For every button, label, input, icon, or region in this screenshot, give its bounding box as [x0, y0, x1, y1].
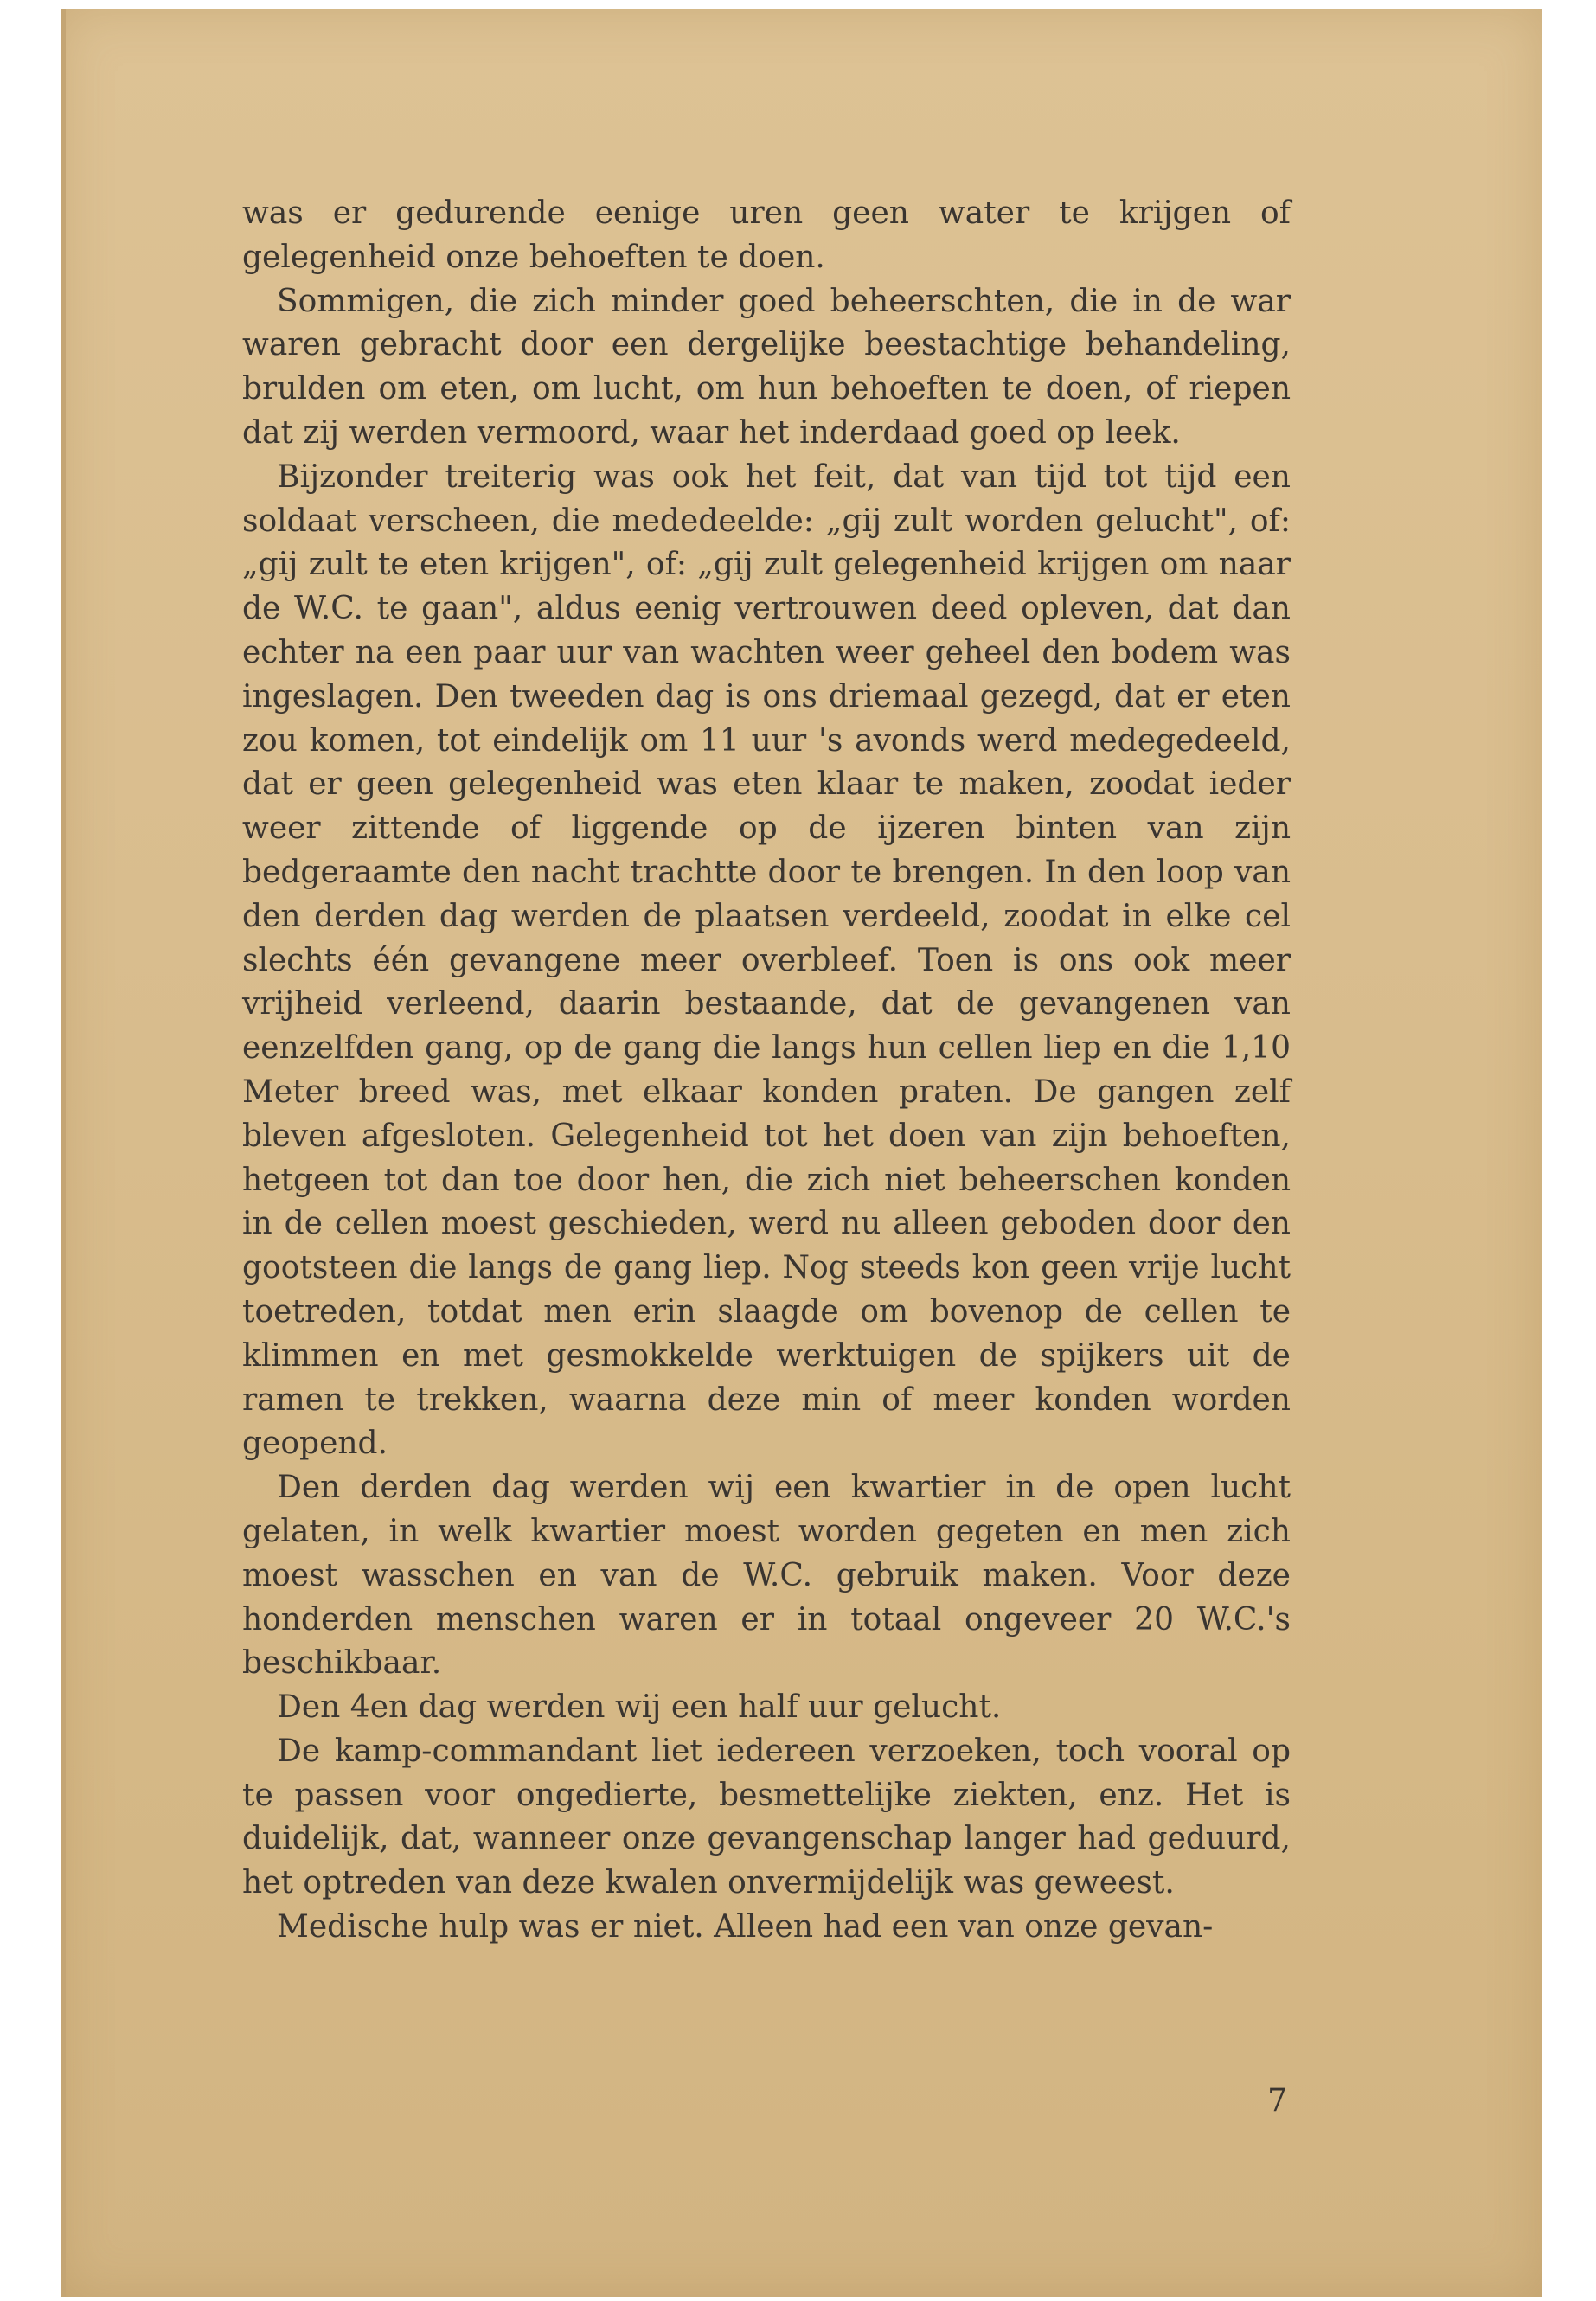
- paragraph: De kamp-commandant liet iedereen verzoeken, toch vooral op te passen voor ongedierte, besmettelijke ziekten, enz. Het is duidelijk, dat, wanneer onze gevangenschap langer had geduurd, het optreden van deze kwalen onvermijdelijk was geweest.: [242, 1733, 1291, 1901]
- paragraph: Sommigen, die zich minder goed beheerschten, die in de war waren gebracht door een dergelijke beestachtige behandeling, brulden om eten, om lucht, om hun behoeften te doen, of riepen dat zij werden vermoord, waar het inderdaad goed op leek.: [242, 283, 1291, 451]
- page-edge: [61, 9, 66, 2297]
- page-body: [242, 192, 1291, 1950]
- paragraph-continued: was er gedurende eenige uren geen water te krijgen of gelegenheid onze behoeften te doen.: [242, 195, 1291, 275]
- paragraph: Medische hulp was er niet. Alleen had een van onze gevan-: [277, 1909, 1214, 1945]
- paragraph: Den 4en dag werden wij een half uur gelucht.: [277, 1689, 1002, 1726]
- page-number: 7: [1267, 2083, 1287, 2118]
- paragraph: Bijzonder treiterig was ook het feit, dat van tijd tot tijd een soldaat verscheen, die mededeelde: „gij zult worden gelucht", of: „gij zult te eten krijgen", of: „gij zult gelegenheid krijgen om naar de W.C. te gaan", aldus eenig vertrouwen deed opleven, dat dan echter na een paar uur van wachten weer geheel den bodem was ingeslagen. Den tweeden dag is ons driemaal gezegd, dat er eten zou komen, tot eindelijk om 11 uur 's avonds werd medegedeeld, dat er geen gelegenheid was eten klaar te maken, zoodat ieder weer zittende of liggende op de ijzeren binten van zijn bedgeraamte den nacht trachtte door te brengen. In den loop van den derden dag werden de plaatsen verdeeld, zoodat in elke cel slechts één gevangene meer overbleef. Toen is ons ook meer vrijheid verleend, daarin bestaande, dat de gevangenen van eenzelfden gang, op de gang die langs hun cellen liep en die 1,10 Meter breed was, met elkaar konden praten. De gangen zelf bleven afgesloten. Gelegenheid tot het doen van zijn behoeften, hetgeen tot dan toe door hen, die zich niet beheerschen konden in de cellen moest geschieden, werd nu alleen geboden door den gootsteen die langs de gang liep. Nog steeds kon geen vrije lucht toetreden, totdat men erin slaagde om bovenop de cellen te klimmen en met gesmokkelde werktuigen de spijkers uit de ramen te trekken, waarna deze min of meer konden worden geopend.: [242, 458, 1291, 1462]
- paragraph: Den derden dag werden wij een kwartier in de open lucht gelaten, in welk kwartier moest worden gegeten en men zich moest wasschen en van de W.C. gebruik maken. Voor deze honderden menschen waren er in totaal ongeveer 20 W.C.'s beschikbaar.: [242, 1470, 1291, 1682]
